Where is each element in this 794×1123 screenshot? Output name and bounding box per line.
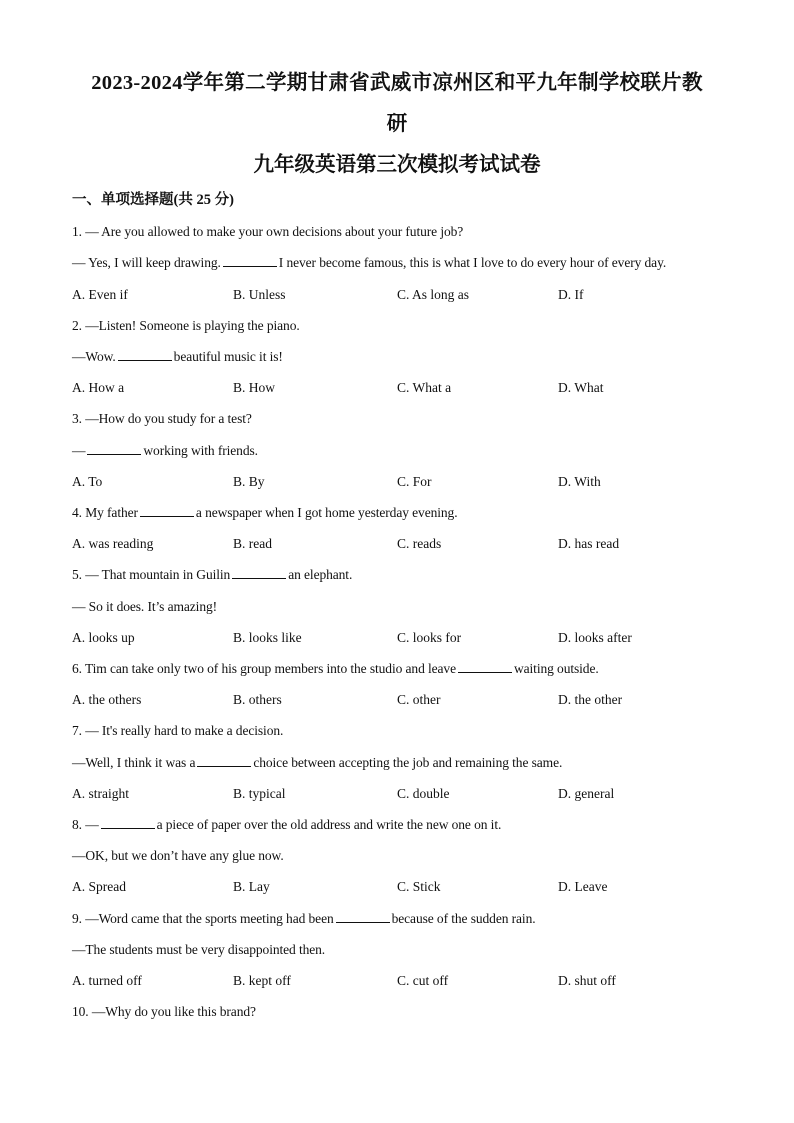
- question-10-prompt: 10. —Why do you like this brand?: [72, 1004, 256, 1019]
- question-5-response: — So it does. It’s amazing!: [72, 599, 218, 614]
- question-8-option-b: B. Lay: [233, 879, 270, 894]
- prompt-text: a newspaper when I got home yesterday evening.: [195, 505, 458, 520]
- response-text: working with friends.: [143, 443, 258, 458]
- question-8-option-a: A. Spread: [72, 879, 126, 894]
- question-2-response: [72, 347, 283, 367]
- answer-blank: [223, 253, 277, 267]
- exam-subtitle: 九年级英语第三次模拟考试试卷: [253, 154, 541, 176]
- section-heading: 一、单项选择题(共 25 分): [72, 192, 234, 208]
- answer-blank: [197, 753, 251, 767]
- question-1-option-b: B. Unless: [233, 287, 286, 302]
- answer-blank: [232, 565, 286, 579]
- question-8-option-c: C. Stick: [397, 879, 441, 894]
- exam-title-line2: 研: [386, 113, 408, 135]
- question-5-prompt: [72, 565, 352, 585]
- question-6-prompt: [72, 659, 599, 679]
- question-3-option-b: B. By: [233, 474, 265, 489]
- answer-blank: [101, 815, 155, 829]
- question-6-option-c: C. other: [397, 692, 441, 707]
- question-2-option-b: B. How: [233, 380, 276, 395]
- answer-blank: [336, 909, 390, 923]
- question-8-prompt: [72, 815, 501, 835]
- question-1-option-c: C. As long as: [397, 287, 470, 302]
- question-3-prompt: 3. —How do you study for a test?: [72, 411, 252, 426]
- question-6-option-d: D. the other: [558, 692, 623, 707]
- question-5-option-d: D. looks after: [558, 630, 632, 645]
- question-1-response: [72, 253, 666, 273]
- answer-blank: [118, 347, 172, 361]
- question-2-option-d: D. What: [558, 380, 604, 395]
- answer-blank: [140, 503, 194, 517]
- response-text: choice between accepting the job and remaining the same.: [253, 755, 563, 770]
- question-6-option-a: A. the others: [72, 692, 142, 707]
- prompt-text: 9. —Word came that the sports meeting had been: [72, 911, 334, 926]
- question-7-option-d: D. general: [558, 786, 615, 801]
- response-text: —Wow.: [72, 349, 116, 364]
- question-4-option-d: D. has read: [558, 536, 620, 551]
- question-9-option-d: D. shut off: [558, 973, 616, 988]
- response-text: I never become famous, this is what I love to do every hour of every day.: [278, 255, 667, 270]
- question-4-option-a: A. was reading: [72, 536, 154, 551]
- prompt-text: 6. Tim can take only two of his group members into the studio and leave: [72, 661, 456, 676]
- question-7-option-a: A. straight: [72, 786, 129, 801]
- question-3-option-a: A. To: [72, 474, 103, 489]
- question-5-option-c: C. looks for: [397, 630, 462, 645]
- response-text: beautiful music it is!: [173, 349, 283, 364]
- question-4-option-b: B. read: [233, 536, 272, 551]
- question-3-option-d: D. With: [558, 474, 601, 489]
- response-text: —: [72, 443, 86, 458]
- question-2-prompt: 2. —Listen! Someone is playing the piano.: [72, 318, 300, 333]
- response-text: —Well, I think it was a: [72, 755, 196, 770]
- prompt-text: 5. — That mountain in Guilin: [72, 567, 231, 582]
- question-4-option-c: C. reads: [397, 536, 442, 551]
- question-9-option-a: A. turned off: [72, 973, 142, 988]
- prompt-text: because of the sudden rain.: [391, 911, 536, 926]
- question-2-option-c: C. What a: [397, 380, 452, 395]
- question-7-prompt: 7. — It's really hard to make a decision.: [72, 723, 284, 738]
- prompt-text: waiting outside.: [513, 661, 599, 676]
- prompt-text: an elephant.: [288, 567, 353, 582]
- question-7-option-b: B. typical: [233, 786, 286, 801]
- question-1-option-d: D. If: [558, 287, 584, 302]
- question-9-option-c: C. cut off: [397, 973, 449, 988]
- question-5-option-b: B. looks like: [233, 630, 302, 645]
- question-8-response: —OK, but we don’t have any glue now.: [72, 848, 284, 863]
- question-9-option-b: B. kept off: [233, 973, 291, 988]
- question-7-option-c: C. double: [397, 786, 450, 801]
- answer-blank: [87, 441, 141, 455]
- question-9-response: —The students must be very disappointed then.: [72, 942, 326, 957]
- question-6-option-b: B. others: [233, 692, 282, 707]
- question-9-prompt: [72, 909, 536, 929]
- prompt-text: 4. My father: [72, 505, 138, 520]
- response-text: — Yes, I will keep drawing.: [72, 255, 221, 270]
- question-3-response: [72, 441, 258, 461]
- question-5-option-a: A. looks up: [72, 630, 135, 645]
- question-4-prompt: [72, 503, 457, 523]
- question-7-response: [72, 753, 562, 773]
- exam-title-line1: 2023-2024学年第二学期甘肃省武威市凉州区和平九年制学校联片教: [91, 72, 703, 94]
- prompt-text: 8. —: [72, 817, 99, 832]
- question-1-option-a: A. Even if: [72, 287, 128, 302]
- answer-blank: [458, 659, 512, 673]
- question-8-option-d: D. Leave: [558, 879, 608, 894]
- prompt-text: a piece of paper over the old address and write the new one on it.: [156, 817, 502, 832]
- question-2-option-a: A. How a: [72, 380, 125, 395]
- question-3-option-c: C. For: [397, 474, 432, 489]
- question-1-prompt: 1. — Are you allowed to make your own decisions about your future job?: [72, 224, 464, 239]
